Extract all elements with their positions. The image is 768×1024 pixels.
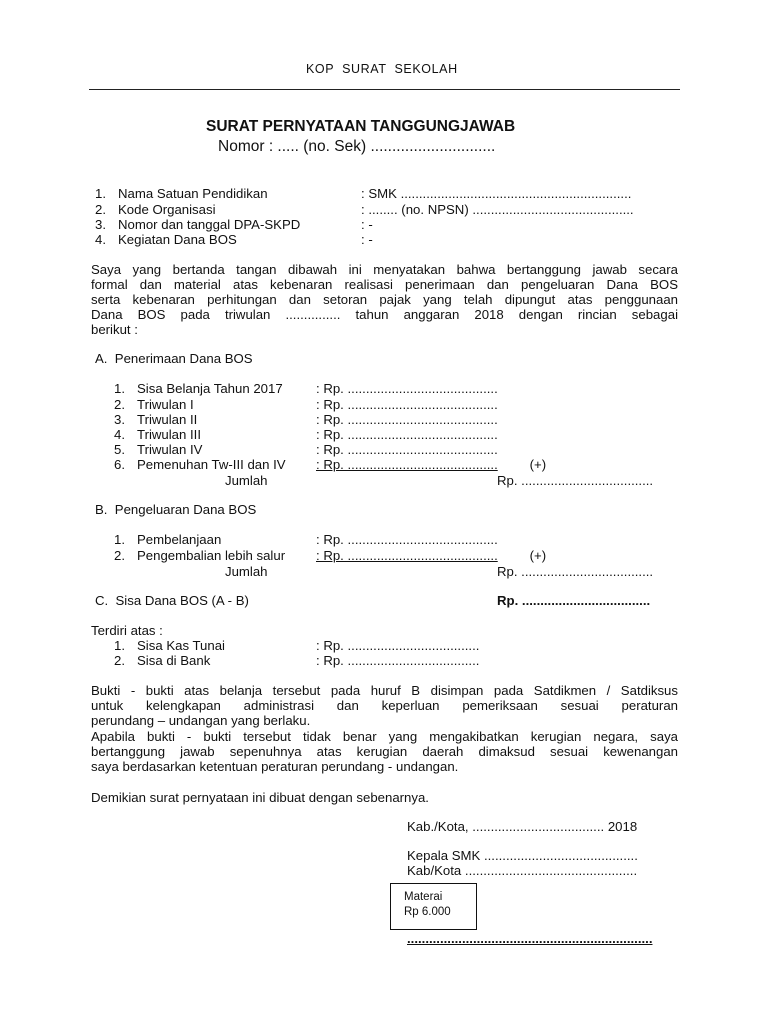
intro-line: serta kebenaran perhitungan dan setoran pajak yang telah dipungut atas penggunaan: [91, 292, 678, 307]
row-label: Pemenuhan Tw-III dan IV: [137, 457, 286, 472]
row-label: Sisa di Bank: [137, 653, 211, 668]
materai-amount: Rp 6.000: [404, 906, 451, 918]
paragraph-line: bertanggung jawab sepenuhnya atas kerugian daerah dimaksud sesuai kewenangan: [91, 744, 678, 759]
row-label: Triwulan III: [137, 427, 201, 442]
total-value: Rp. ....................................: [497, 473, 654, 488]
row-value: : Rp. .........................................: [316, 548, 498, 563]
row-number: 1.: [114, 532, 125, 547]
row-value: : Rp. .........................................: [316, 442, 498, 457]
letterhead-placeholder: KOP SURAT SEKOLAH: [306, 62, 458, 76]
item-value: : -: [361, 232, 373, 247]
sum-marker: (+): [526, 457, 547, 472]
item-label: Kegiatan Dana BOS: [118, 232, 237, 247]
paragraph-line: untuk kelengkapan administrasi dan keperluan pemeriksaan sesuai peraturan: [91, 698, 678, 713]
section-b-heading: B. Pengeluaran Dana BOS: [95, 502, 257, 517]
signatory-region: Kab/Kota ...............................................: [407, 863, 638, 878]
row-value: : Rp. .........................................: [316, 532, 498, 547]
row-number: 1.: [114, 638, 125, 653]
row-value: : Rp. .........................................: [316, 457, 498, 472]
row-value: : Rp. ....................................: [316, 638, 480, 653]
row-number: 5.: [114, 442, 125, 457]
item-label: Kode Organisasi: [118, 202, 216, 217]
intro-line: formal dan material atas kebenaran realisasi penerimaan dan pengeluaran Dana BOS: [91, 277, 678, 292]
stamp-duty-box: [390, 883, 477, 930]
paragraph-line: saya berdasarkan ketentuan peraturan perundang - undangan.: [91, 759, 459, 774]
row-label: Triwulan IV: [137, 442, 203, 457]
row-number: 1.: [114, 381, 125, 396]
row-label: Triwulan I: [137, 397, 194, 412]
place-date: Kab./Kota, .................................... 2018: [407, 819, 638, 834]
item-value: : SMK ...............................................................: [361, 186, 632, 201]
row-value: : Rp. ....................................: [316, 653, 480, 668]
intro-line: Dana BOS pada triwulan ............... tahun anggaran 2018 dengan rincian sebagai: [91, 307, 678, 322]
row-value: : Rp. .........................................: [316, 412, 498, 427]
section-c-value: Rp. ...................................: [497, 593, 651, 608]
section-c-heading: C. Sisa Dana BOS (A - B): [95, 593, 249, 608]
paragraph-line: Bukti - bukti atas belanja tersebut pada huruf B disimpan pada Satdikmen / Satdiksus: [91, 683, 678, 698]
signatory-name-line: ...................................................................: [407, 931, 653, 946]
total-label: Jumlah: [225, 473, 268, 488]
row-number: 2.: [114, 548, 125, 563]
row-number: 2.: [114, 653, 125, 668]
breakdown-heading: Terdiri atas :: [91, 623, 163, 638]
closing-statement: Demikian surat pernyataan ini dibuat dengan sebenarnya.: [91, 790, 429, 805]
item-value: : -: [361, 217, 373, 232]
item-label: Nama Satuan Pendidikan: [118, 186, 268, 201]
total-label: Jumlah: [225, 564, 268, 579]
row-number: 3.: [114, 412, 125, 427]
row-label: Sisa Kas Tunai: [137, 638, 225, 653]
materai-label: Materai: [404, 891, 443, 903]
row-value: : Rp. .........................................: [316, 397, 498, 412]
intro-line: berikut :: [91, 322, 138, 337]
row-number: 4.: [114, 427, 125, 442]
header-divider: [89, 89, 680, 90]
row-label: Triwulan II: [137, 412, 198, 427]
sum-marker: (+): [526, 548, 547, 563]
document-number: Nomor : ..... (no. Sek) .............................: [218, 138, 496, 155]
item-value: : ........ (no. NPSN) ............................................: [361, 202, 634, 217]
row-value: : Rp. .........................................: [316, 427, 498, 442]
row-label: Sisa Belanja Tahun 2017: [137, 381, 283, 396]
row-value: : Rp. .........................................: [316, 381, 498, 396]
intro-line: Saya yang bertanda tangan dibawah ini menyatakan bahwa bertanggung jawab secara: [91, 262, 678, 277]
row-label: Pengembalian lebih salur: [137, 548, 286, 563]
total-value: Rp. ....................................: [497, 564, 654, 579]
row-label: Pembelanjaan: [137, 532, 222, 547]
signatory-role: Kepala SMK ..........................................: [407, 848, 638, 863]
item-number: 3.: [95, 217, 106, 232]
row-number: 2.: [114, 397, 125, 412]
item-label: Nomor dan tanggal DPA-SKPD: [118, 217, 301, 232]
item-number: 1.: [95, 186, 106, 201]
document-title: SURAT PERNYATAAN TANGGUNGJAWAB: [206, 118, 516, 135]
item-number: 2.: [95, 202, 106, 217]
row-number: 6.: [114, 457, 125, 472]
section-a-heading: A. Penerimaan Dana BOS: [95, 351, 253, 366]
paragraph-line: Apabila bukti - bukti tersebut tidak benar yang mengakibatkan kerugian negara, saya: [91, 729, 678, 744]
paragraph-line: perundang – undangan yang berlaku.: [91, 713, 311, 728]
item-number: 4.: [95, 232, 106, 247]
